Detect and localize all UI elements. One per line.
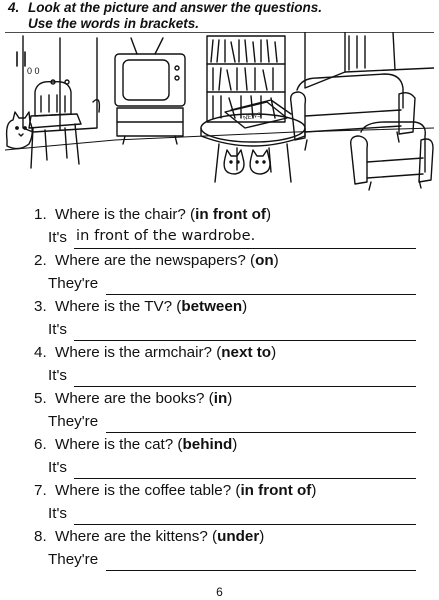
bracket-word: in front of: [195, 206, 266, 223]
answer-prefix: They're: [48, 551, 99, 568]
answer-line: [48, 367, 416, 387]
answer-line: [48, 413, 416, 433]
answer-prefix: It's: [48, 459, 67, 476]
instruction-line-2: Use the words in brackets.: [28, 16, 200, 31]
question-number: 1.: [34, 206, 47, 223]
question-number: 8.: [34, 528, 47, 545]
answer-blank[interactable]: [106, 294, 416, 295]
answer-blank[interactable]: [74, 248, 416, 249]
question-text: Where is the TV? (: [55, 298, 182, 315]
cat-drawing: [7, 100, 100, 149]
question-text: Where are the books? (: [55, 390, 214, 407]
answer-prefix: It's: [48, 367, 67, 384]
answer-blank[interactable]: [106, 570, 416, 571]
exercise-number: 4.: [8, 0, 20, 15]
newspaper-heading: NEWS: [242, 112, 262, 122]
question-2: 2. Where are the newspapers? (on) They're: [24, 252, 419, 302]
answer-line: [48, 505, 416, 525]
answer-line: [48, 321, 416, 341]
window-drawing: [305, 32, 434, 88]
question-text: Where is the cat? (: [55, 436, 183, 453]
question-number: 5.: [34, 390, 47, 407]
answer-blank[interactable]: [74, 386, 416, 387]
tv-drawing: [115, 38, 185, 144]
question-text: Where are the newspapers? (: [55, 252, 256, 269]
page-number: 6: [216, 585, 223, 599]
answer-line: [48, 229, 416, 249]
answer-blank[interactable]: [74, 524, 416, 525]
answer-prefix: It's: [48, 321, 67, 338]
bracket-word: under: [217, 528, 260, 545]
exercise-instructions: [8, 0, 433, 32]
question-number: 4.: [34, 344, 47, 361]
bracket-word: in front of: [240, 482, 312, 499]
bracket-word: in: [213, 390, 228, 407]
chair-drawing: [29, 82, 81, 168]
bracket-word: behind: [182, 436, 233, 453]
question-text: Where is the armchair? (: [55, 344, 222, 361]
question-8: 8. Where are the kittens? (under) They're: [24, 528, 419, 578]
room-illustration: [5, 32, 434, 210]
question-7: 7. Where is the coffee table? (in front of) It's: [24, 482, 419, 532]
kittens-drawing: [224, 150, 270, 174]
bracket-word: next to: [221, 344, 272, 361]
question-5: 5. Where are the books? (in) They're: [24, 390, 419, 440]
answer-prefix: It's: [48, 505, 67, 522]
question-text: Where is the chair? (: [55, 206, 196, 223]
question-text: Where is the coffee table? (: [55, 482, 241, 499]
answer-blank[interactable]: [74, 340, 416, 341]
bracket-word: on: [255, 252, 274, 269]
question-4: 4. Where is the armchair? (next to) It's: [24, 344, 419, 394]
svg-text:0 0: 0 0: [27, 66, 40, 76]
handwritten-answer: in front of the wardrobe.: [76, 228, 256, 244]
question-3: 3. Where is the TV? (between) It's: [24, 298, 419, 348]
bracket-word: between: [181, 298, 243, 315]
question-number: 3.: [34, 298, 47, 315]
bookshelf-drawing: [207, 36, 285, 122]
question-text: Where are the kittens? (: [55, 528, 218, 545]
question-6: 6. Where is the cat? (behind) It's: [24, 436, 419, 486]
question-1: 1. Where is the chair? (in front of) It's in front of the wardrobe.: [24, 206, 419, 256]
instruction-line-1: 4. Look at the picture and answer the questions.: [8, 0, 323, 15]
question-number: 7.: [34, 482, 47, 499]
answer-prefix: It's: [48, 229, 67, 246]
answer-blank[interactable]: [106, 432, 416, 433]
answer-line: [48, 275, 416, 295]
answer-prefix: They're: [48, 275, 99, 292]
answer-line: [48, 459, 416, 479]
answer-prefix: They're: [48, 413, 99, 430]
answer-line: [48, 551, 416, 571]
question-number: 6.: [34, 436, 47, 453]
armchair-drawing: [351, 122, 433, 190]
question-number: 2.: [34, 252, 47, 269]
answer-blank[interactable]: [74, 478, 416, 479]
